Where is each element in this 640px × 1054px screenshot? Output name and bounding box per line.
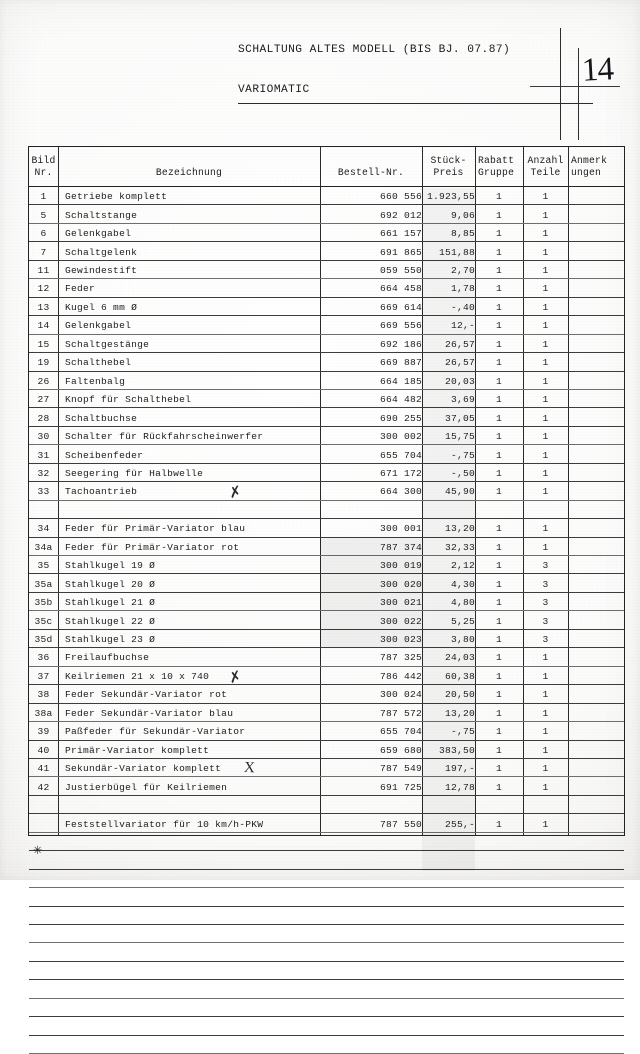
row-separator xyxy=(29,813,624,814)
cell-bestell-nr: 300 023 xyxy=(379,634,422,645)
cell-stueck-preis: 60,38 xyxy=(444,670,475,682)
cell-bestell-nr: 300 022 xyxy=(379,615,422,627)
cell-rabatt-gruppe: 1 xyxy=(495,578,502,590)
cell-rabatt-gruppe: 1 xyxy=(495,209,502,221)
cell-bezeichnung: Freilaufbuchse xyxy=(65,652,150,664)
cell-bestell-nr: 691 725 xyxy=(379,781,422,793)
cell-anzahl-teile: 1 xyxy=(542,781,549,793)
cell-bezeichnung: Keilriemen 21 x 10 x 740 xyxy=(65,670,210,682)
cell-stueck-preis: 12,78 xyxy=(444,781,475,793)
cell-bild-nr: 40 xyxy=(37,744,50,756)
cell-bestell-nr: 664 458 xyxy=(379,283,422,295)
row-separator xyxy=(29,389,624,390)
cell-bild-nr: 37 xyxy=(37,670,50,682)
cell-bild-nr: 26 xyxy=(37,375,50,387)
cell-anzahl-teile: 1 xyxy=(542,818,549,830)
column-header-stueck_preis xyxy=(422,155,475,178)
row-separator xyxy=(29,352,624,353)
cell-bezeichnung: Faltenbalg xyxy=(65,375,126,387)
cell-stueck-preis: 5,25 xyxy=(450,615,475,627)
cell-rabatt-gruppe: 1 xyxy=(495,818,502,830)
cell-bezeichnung: Seegering für Halbwelle xyxy=(65,467,204,479)
cell-rabatt-gruppe: 1 xyxy=(495,301,502,313)
document-subtitle: VARIOMATIC xyxy=(238,84,310,96)
row-separator xyxy=(29,776,624,777)
cell-bestell-nr: 059 550 xyxy=(379,265,422,276)
cell-rabatt-gruppe: 1 xyxy=(495,431,502,443)
cell-bestell-nr: 669 887 xyxy=(379,357,422,369)
cell-bezeichnung: Feder Sekundär-Variator blau xyxy=(65,707,234,719)
cell-stueck-preis: 1,78 xyxy=(450,283,475,295)
row-separator xyxy=(29,924,624,925)
cell-bezeichnung: Schaltbuchse xyxy=(65,412,138,424)
column-header-rabatt_gruppe xyxy=(475,155,523,178)
row-separator xyxy=(29,463,624,464)
cell-bezeichnung: Feststellvariator für 10 km/h-PKW xyxy=(65,818,264,830)
cell-bild-nr: 38a xyxy=(34,707,53,719)
header-vertical-line-left xyxy=(560,28,561,140)
row-separator xyxy=(29,426,624,427)
cell-anzahl-teile: 3 xyxy=(542,560,549,572)
cell-rabatt-gruppe: 1 xyxy=(495,781,502,793)
cell-bild-nr: 42 xyxy=(37,781,50,793)
cell-bild-nr: 34a xyxy=(34,541,53,553)
header-vertical-line-right xyxy=(578,48,579,140)
cell-bestell-nr: 300 002 xyxy=(379,431,422,443)
row-separator xyxy=(29,371,624,372)
cell-anzahl-teile: 1 xyxy=(542,707,549,719)
cell-stueck-preis: 45,90 xyxy=(444,486,475,498)
document-title: SCHALTUNG ALTES MODELL (BIS BJ. 07.87) xyxy=(238,44,511,56)
row-separator xyxy=(29,1035,624,1036)
cell-rabatt-gruppe: 1 xyxy=(495,541,502,553)
cell-rabatt-gruppe: 1 xyxy=(495,670,502,682)
row-separator xyxy=(29,666,624,667)
cell-bild-nr: 32 xyxy=(37,467,50,479)
row-separator xyxy=(29,223,624,224)
cell-rabatt-gruppe: 1 xyxy=(495,467,502,479)
cell-stueck-preis: 1.923,55 xyxy=(426,191,475,203)
cell-anzahl-teile: 1 xyxy=(542,228,549,240)
cell-bild-nr: 27 xyxy=(37,394,50,406)
cell-stueck-preis: 197,- xyxy=(444,763,475,775)
column-header-line2: Nr. xyxy=(34,166,53,178)
header-underline xyxy=(238,103,593,104)
column-header-line2: Teile xyxy=(530,166,561,178)
cell-stueck-preis: 4,80 xyxy=(450,597,475,609)
column-header-line1: Bestell-Nr. xyxy=(337,167,405,178)
cell-bezeichnung: Feder Sekundär-Variator rot xyxy=(65,689,228,701)
cell-bestell-nr: 669 556 xyxy=(379,320,422,332)
cell-rabatt-gruppe: 1 xyxy=(495,449,502,461)
cell-stueck-preis: 12,- xyxy=(450,320,475,332)
cell-anzahl-teile: 1 xyxy=(542,431,549,443)
cell-bild-nr: 15 xyxy=(37,338,50,350)
row-separator xyxy=(29,500,624,501)
cell-anzahl-teile: 1 xyxy=(542,467,549,479)
cell-stueck-preis: 8,85 xyxy=(450,228,475,240)
column-header-line1: Anmerk xyxy=(571,155,608,166)
cell-rabatt-gruppe: 1 xyxy=(495,652,502,664)
cell-bestell-nr: 692 012 xyxy=(379,209,422,221)
cell-bestell-nr: 787 550 xyxy=(379,818,422,830)
cell-bestell-nr: 787 374 xyxy=(379,541,422,553)
cell-bild-nr: 19 xyxy=(37,357,50,369)
row-separator xyxy=(29,721,624,722)
cell-rabatt-gruppe: 1 xyxy=(495,191,502,203)
row-separator xyxy=(29,204,624,205)
cell-stueck-preis: 2,70 xyxy=(450,265,475,276)
cell-bezeichnung: Stahlkugel 22 Ø xyxy=(65,615,156,627)
column-header-bild_nr xyxy=(29,155,58,178)
cell-bild-nr: 14 xyxy=(37,320,50,332)
column-header-anmerkungen xyxy=(568,155,626,178)
cell-anzahl-teile: 3 xyxy=(542,634,549,645)
cell-anzahl-teile: 1 xyxy=(542,652,549,664)
header-row-separator xyxy=(29,186,624,187)
cell-bild-nr: 35c xyxy=(34,615,53,627)
row-separator xyxy=(29,906,624,907)
cell-anzahl-teile: 1 xyxy=(542,191,549,203)
cell-stueck-preis: 13,20 xyxy=(444,523,475,535)
cell-stueck-preis: 13,20 xyxy=(444,707,475,719)
row-separator xyxy=(29,629,624,630)
cell-bild-nr: 5 xyxy=(40,209,47,221)
cell-anzahl-teile: 1 xyxy=(542,283,549,295)
cell-bezeichnung: Stahlkugel 20 Ø xyxy=(65,578,156,590)
cell-anzahl-teile: 1 xyxy=(542,246,549,258)
cell-stueck-preis: 15,75 xyxy=(444,431,475,443)
cell-stueck-preis: 20,50 xyxy=(444,689,475,701)
cell-bestell-nr: 664 482 xyxy=(379,394,422,406)
cell-bezeichnung: Getriebe komplett xyxy=(65,191,168,203)
cell-bild-nr: 13 xyxy=(37,301,50,313)
row-separator xyxy=(29,537,624,538)
cell-anzahl-teile: 1 xyxy=(542,744,549,756)
cell-anzahl-teile: 1 xyxy=(542,449,549,461)
cell-bezeichnung: Feder für Primär-Variator rot xyxy=(65,541,240,553)
cell-bestell-nr: 661 157 xyxy=(379,228,422,240)
cell-anzahl-teile: 1 xyxy=(542,486,549,498)
cell-bestell-nr: 655 704 xyxy=(379,726,422,738)
cell-bestell-nr: 664 185 xyxy=(379,375,422,387)
cell-stueck-preis: 26,57 xyxy=(444,357,475,369)
cell-bild-nr: 36 xyxy=(37,652,50,664)
page-number: 14 xyxy=(581,51,614,89)
cell-bezeichnung: Stahlkugel 21 Ø xyxy=(65,597,156,609)
row-separator xyxy=(29,610,624,611)
cell-stueck-preis: -,50 xyxy=(450,467,475,479)
cell-bezeichnung: Justierbügel für Keilriemen xyxy=(65,781,228,793)
cell-rabatt-gruppe: 1 xyxy=(495,357,502,369)
cell-bezeichnung: Paßfeder für Sekundär-Variator xyxy=(65,726,246,738)
cell-bezeichnung: Knopf für Schalthebel xyxy=(65,394,192,406)
cell-stueck-preis: 4,30 xyxy=(450,578,475,590)
parts-table xyxy=(28,146,625,836)
cell-bild-nr: 28 xyxy=(37,412,50,424)
cell-bezeichnung: Feder für Primär-Variator blau xyxy=(65,523,246,535)
row-separator xyxy=(29,407,624,408)
cell-bestell-nr: 787 572 xyxy=(379,707,422,719)
cell-stueck-preis: 37,05 xyxy=(444,412,475,424)
cell-bestell-nr: 669 614 xyxy=(379,301,422,313)
column-header-line2: Gruppe xyxy=(478,166,515,178)
column-header-anzahl_teile xyxy=(523,155,568,178)
cell-stueck-preis: 3,80 xyxy=(450,634,475,645)
cell-bild-nr: 11 xyxy=(37,265,50,276)
row-separator xyxy=(29,334,624,335)
cell-rabatt-gruppe: 1 xyxy=(495,763,502,775)
cell-bestell-nr: 659 680 xyxy=(379,744,422,756)
cell-bezeichnung: Schaltgestänge xyxy=(65,338,150,350)
cell-bezeichnung: Schaltstange xyxy=(65,209,138,221)
cell-bezeichnung: Schalter für Rückfahrscheinwerfer xyxy=(65,431,264,443)
cell-stueck-preis: 24,03 xyxy=(444,652,475,664)
cell-rabatt-gruppe: 1 xyxy=(495,486,502,498)
row-separator xyxy=(29,481,624,482)
cell-anzahl-teile: 1 xyxy=(542,726,549,738)
row-separator xyxy=(29,315,624,316)
cell-bild-nr: 35 xyxy=(37,560,50,572)
cell-bild-nr: 7 xyxy=(40,246,47,258)
cell-rabatt-gruppe: 1 xyxy=(495,707,502,719)
row-separator xyxy=(29,795,624,796)
cell-bild-nr: 1 xyxy=(40,191,47,203)
cell-rabatt-gruppe: 1 xyxy=(495,228,502,240)
cell-rabatt-gruppe: 1 xyxy=(495,394,502,406)
cell-bild-nr: 35a xyxy=(34,578,53,590)
cell-anzahl-teile: 3 xyxy=(542,578,549,590)
cell-rabatt-gruppe: 1 xyxy=(495,246,502,258)
row-separator xyxy=(29,832,624,833)
cell-bild-nr: 35b xyxy=(34,597,53,609)
cell-bild-nr: 39 xyxy=(37,726,50,738)
cell-anzahl-teile: 1 xyxy=(542,689,549,701)
cell-bild-nr: 34 xyxy=(37,523,50,535)
column-header-bestell_nr xyxy=(320,167,422,179)
cell-bestell-nr: 787 325 xyxy=(379,652,422,664)
row-separator xyxy=(29,740,624,741)
cell-anzahl-teile: 3 xyxy=(542,597,549,609)
cell-bezeichnung: Stahlkugel 23 Ø xyxy=(65,634,156,645)
cell-bestell-nr: 690 255 xyxy=(379,412,422,424)
cell-rabatt-gruppe: 1 xyxy=(495,283,502,295)
handwritten-mark: X xyxy=(243,759,256,777)
cell-bestell-nr: 300 001 xyxy=(379,523,422,535)
cell-stueck-preis: 20,03 xyxy=(444,375,475,387)
footer-mark: ✳ xyxy=(33,842,43,859)
row-separator xyxy=(29,942,624,943)
row-separator xyxy=(29,758,624,759)
cell-bezeichnung: Gelenkgabel xyxy=(65,320,132,332)
row-separator xyxy=(29,998,624,999)
cell-anzahl-teile: 1 xyxy=(542,320,549,332)
cell-anzahl-teile: 1 xyxy=(542,301,549,313)
cell-anzahl-teile: 1 xyxy=(542,357,549,369)
cell-anzahl-teile: 1 xyxy=(542,265,549,276)
cell-stueck-preis: 151,88 xyxy=(438,246,475,258)
cell-anzahl-teile: 1 xyxy=(542,209,549,221)
cell-bild-nr: 35d xyxy=(34,634,53,645)
cell-stueck-preis: 2,12 xyxy=(450,560,475,572)
cell-bestell-nr: 664 300 xyxy=(379,486,422,498)
cell-bezeichnung: Stahlkugel 19 Ø xyxy=(65,560,156,572)
column-header-line2: Preis xyxy=(433,166,464,178)
cell-stueck-preis: 9,06 xyxy=(450,209,475,221)
cell-bild-nr: 31 xyxy=(37,449,50,461)
row-separator xyxy=(29,278,624,279)
cell-rabatt-gruppe: 1 xyxy=(495,523,502,535)
row-separator xyxy=(29,1016,624,1017)
cell-rabatt-gruppe: 1 xyxy=(495,375,502,387)
column-header-line1: Bild xyxy=(31,155,56,166)
cell-bild-nr: 12 xyxy=(37,283,50,295)
cell-rabatt-gruppe: 1 xyxy=(495,689,502,701)
cell-bild-nr: 33 xyxy=(37,486,50,498)
cell-bestell-nr: 691 865 xyxy=(379,246,422,258)
cell-bestell-nr: 692 186 xyxy=(379,338,422,350)
cell-bild-nr: 30 xyxy=(37,431,50,443)
cell-bestell-nr: 671 172 xyxy=(379,467,422,479)
cell-bild-nr: 41 xyxy=(37,763,50,775)
column-header-line1: Bezeichnung xyxy=(155,167,223,178)
cell-rabatt-gruppe: 1 xyxy=(495,560,502,572)
column-header-line1: Anzahl xyxy=(527,155,564,166)
cell-bezeichnung: Scheibenfeder xyxy=(65,449,144,461)
cell-bezeichnung: Sekundär-Variator komplett xyxy=(65,763,222,775)
row-separator xyxy=(29,592,624,593)
page-header xyxy=(0,0,640,140)
cell-bild-nr: 38 xyxy=(37,689,50,701)
row-separator xyxy=(29,684,624,685)
cell-anzahl-teile: 1 xyxy=(542,375,549,387)
cell-stueck-preis: 3,69 xyxy=(450,394,475,406)
cell-bezeichnung: Kugel 6 mm Ø xyxy=(65,301,138,313)
cell-bezeichnung: Tachoantrieb xyxy=(65,486,138,498)
column-header-line1: Rabatt xyxy=(478,155,515,166)
cell-rabatt-gruppe: 1 xyxy=(495,726,502,738)
column-header-line2: ungen xyxy=(571,166,602,178)
cell-rabatt-gruppe: 1 xyxy=(495,338,502,350)
cell-bild-nr: 6 xyxy=(40,228,47,240)
row-separator xyxy=(29,961,624,962)
cell-bezeichnung: Gelenkgabel xyxy=(65,228,132,240)
cell-rabatt-gruppe: 1 xyxy=(495,597,502,609)
cell-bestell-nr: 786 442 xyxy=(379,670,422,682)
cell-bestell-nr: 660 556 xyxy=(379,191,422,203)
row-separator xyxy=(29,260,624,261)
cell-anzahl-teile: 1 xyxy=(542,541,549,553)
row-separator xyxy=(29,703,624,704)
cell-stueck-preis: -,75 xyxy=(450,449,475,461)
cell-rabatt-gruppe: 1 xyxy=(495,615,502,627)
cell-stueck-preis: 26,57 xyxy=(444,338,475,350)
cell-bezeichnung: Gewindestift xyxy=(65,265,138,276)
cell-rabatt-gruppe: 1 xyxy=(495,265,502,276)
cell-anzahl-teile: 1 xyxy=(542,412,549,424)
cell-anzahl-teile: 1 xyxy=(542,670,549,682)
cell-stueck-preis: 32,33 xyxy=(444,541,475,553)
row-separator xyxy=(29,850,624,851)
row-separator xyxy=(29,647,624,648)
cell-bezeichnung: Primär-Variator komplett xyxy=(65,744,210,756)
cell-rabatt-gruppe: 1 xyxy=(495,412,502,424)
cell-stueck-preis: -,75 xyxy=(450,726,475,738)
cell-bezeichnung: Schalthebel xyxy=(65,357,132,369)
handwritten-mark: ✗ xyxy=(227,484,244,503)
row-separator xyxy=(29,573,624,574)
cell-anzahl-teile: 1 xyxy=(542,523,549,535)
cell-anzahl-teile: 1 xyxy=(542,763,549,775)
column-header-bezeichnung xyxy=(58,167,320,179)
cell-stueck-preis: -,40 xyxy=(450,301,475,313)
handwritten-mark: ✗ xyxy=(227,668,244,687)
cell-rabatt-gruppe: 1 xyxy=(495,744,502,756)
row-separator xyxy=(29,887,624,888)
row-separator xyxy=(29,979,624,980)
cell-bestell-nr: 300 019 xyxy=(379,560,422,572)
cell-anzahl-teile: 1 xyxy=(542,394,549,406)
cell-bezeichnung: Feder xyxy=(65,283,96,295)
cell-bestell-nr: 787 549 xyxy=(379,763,422,775)
row-separator xyxy=(29,444,624,445)
row-separator xyxy=(29,297,624,298)
row-separator xyxy=(29,869,624,870)
row-separator xyxy=(29,555,624,556)
column-header-line1: Stück- xyxy=(430,155,467,166)
cell-anzahl-teile: 3 xyxy=(542,615,549,627)
cell-rabatt-gruppe: 1 xyxy=(495,634,502,645)
row-separator xyxy=(29,241,624,242)
row-separator xyxy=(29,518,624,519)
cell-anzahl-teile: 1 xyxy=(542,338,549,350)
cell-bestell-nr: 300 024 xyxy=(379,689,422,701)
cell-stueck-preis: 383,50 xyxy=(438,744,475,756)
cell-bestell-nr: 300 020 xyxy=(379,578,422,590)
cell-bestell-nr: 300 021 xyxy=(379,597,422,609)
cell-rabatt-gruppe: 1 xyxy=(495,320,502,332)
cell-bezeichnung: Schaltgelenk xyxy=(65,246,138,258)
column-separator xyxy=(568,147,569,835)
cell-stueck-preis: 255,- xyxy=(444,818,475,830)
cell-bestell-nr: 655 704 xyxy=(379,449,422,461)
